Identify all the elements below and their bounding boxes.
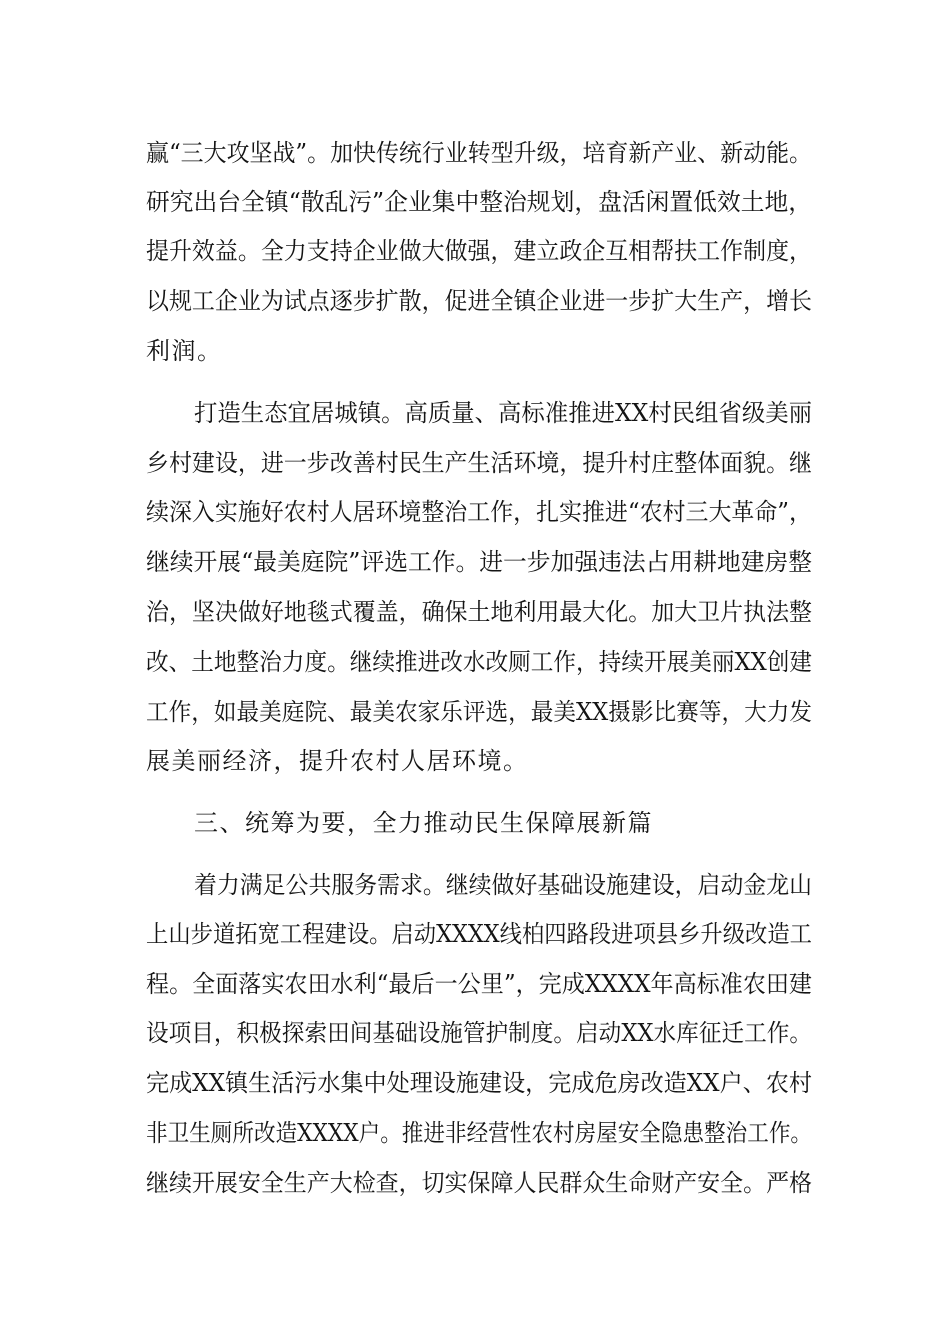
text-line: 程。全面落实农田水利“最后一公里”，完成XXXX年高标准农田建 bbox=[146, 970, 813, 998]
text-line: 提升效益。全力支持企业做大做强，建立政企互相帮扶工作制度， bbox=[146, 237, 813, 265]
text-line: 设项目，积极探索田间基础设施管护制度。启动XX水库征迁工作。 bbox=[146, 1019, 812, 1047]
text-line: 打造生态宜居城镇。高质量、高标准推进XX村民组省级美丽 bbox=[194, 399, 813, 427]
text-line: 利润。 bbox=[146, 337, 223, 365]
text-line: 非卫生厕所改造XXXX户。推进非经营性农村房屋安全隐患整治工作。 bbox=[146, 1119, 813, 1147]
text-line: 展美丽经济，提升农村人居环境。 bbox=[146, 747, 529, 775]
text-line: 续深入实施好农村人居环境整治工作，扎实推进“农村三大革命”， bbox=[146, 498, 812, 526]
text-line: 以规工企业为试点逐步扩散，促进全镇企业进一步扩大生产，增长 bbox=[146, 287, 813, 315]
text-line: 工作，如最美庭院、最美农家乐评选，最美XX摄影比赛等，大力发 bbox=[146, 698, 812, 726]
text-line: 治，坚决做好地毯式覆盖，确保土地利用最大化。加大卫片执法整 bbox=[146, 598, 813, 626]
text-line: 完成XX镇生活污水集中处理设施建设，完成危房改造XX户、农村 bbox=[146, 1069, 812, 1097]
text-line: 上山步道拓宽工程建设。启动XXXX线柏四路段进项县乡升级改造工 bbox=[146, 920, 812, 948]
text-line: 乡村建设，进一步改善村民生产生活环境，提升村庄整体面貌。继 bbox=[146, 449, 813, 477]
text-line: 研究出台全镇“散乱污”企业集中整治规划，盘活闲置低效土地， bbox=[146, 188, 813, 216]
text-line: 继续开展安全生产大检查，切实保障人民群众生命财产安全。严格 bbox=[146, 1169, 813, 1197]
section-heading: 三、统筹为要，全力推动民生保障展新篇 bbox=[194, 809, 653, 837]
text-line: 继续开展“最美庭院”评选工作。进一步加强违法占用耕地建房整 bbox=[146, 548, 813, 576]
text-line: 赢“三大攻坚战”。加快传统行业转型升级，培育新产业、新动能。 bbox=[146, 139, 812, 167]
text-line: 改、土地整治力度。继续推进改水改厕工作，持续开展美丽XX创建 bbox=[146, 648, 812, 676]
text-line: 着力满足公共服务需求。继续做好基础设施建设，启动金龙山 bbox=[194, 871, 812, 899]
